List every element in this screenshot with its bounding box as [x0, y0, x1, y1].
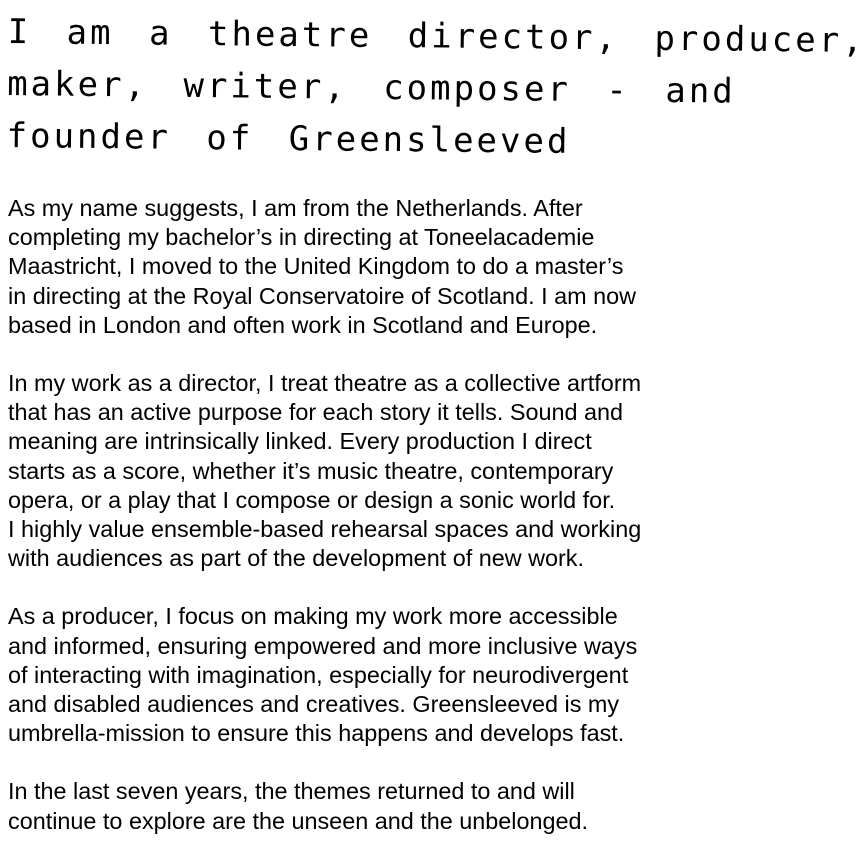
text-line: based in London and often work in Scotland and Europe.	[8, 311, 598, 338]
text-line: In the last seven years, the themes returned to and will	[8, 778, 575, 805]
bio-text	[8, 194, 698, 865]
text-line: opera, or a play that I compose or design a sonic world for.	[8, 486, 616, 513]
text-line: Maastricht, I moved to the United Kingdom to do a master’s	[8, 253, 624, 280]
heading-line: founder of Greensleeved	[6, 115, 571, 162]
text-line: with audiences as part of the development of new work.	[8, 545, 584, 572]
text-line: in directing at the Royal Conservatoire of Scotland. I am now	[8, 282, 636, 309]
text-line: that has an active purpose for each story it tells. Sound and	[8, 399, 624, 426]
text-line: meaning are intrinsically linked. Every production I direct	[8, 428, 592, 455]
heading-line: maker, writer, composer - and	[6, 63, 736, 112]
text-line: continue to explore are the unseen and the unbelonged.	[8, 807, 589, 834]
text-line: completing my bachelor’s in directing at Toneelacademie	[8, 224, 595, 251]
text-line: As my name suggests, I am from the Netherlands. After	[8, 195, 583, 221]
handwritten-heading	[6, 6, 866, 169]
text-line: and informed, ensuring empowered and more inclusive ways	[8, 632, 638, 659]
paragraph-origin	[8, 194, 698, 340]
text-line: and disabled audiences and creatives. Greensleeved is my	[8, 691, 620, 718]
text-line: of interacting with imagination, especially for neurodivergent	[8, 661, 629, 688]
text-line: umbrella-mission to ensure this happens and develops fast.	[8, 720, 625, 747]
heading-line: I am a theatre director, producer,	[7, 11, 866, 61]
paragraph-themes	[8, 777, 698, 835]
text-line: In my work as a director, I treat theatre as a collective artform	[8, 370, 642, 397]
text-line: starts as a score, whether it’s music theatre, contemporary	[8, 457, 614, 484]
paragraph-director	[8, 369, 698, 573]
paragraph-producer	[8, 602, 698, 748]
text-line: As a producer, I focus on making my work more accessible	[8, 603, 618, 630]
text-line: I highly value ensemble-based rehearsal spaces and working	[8, 516, 642, 543]
